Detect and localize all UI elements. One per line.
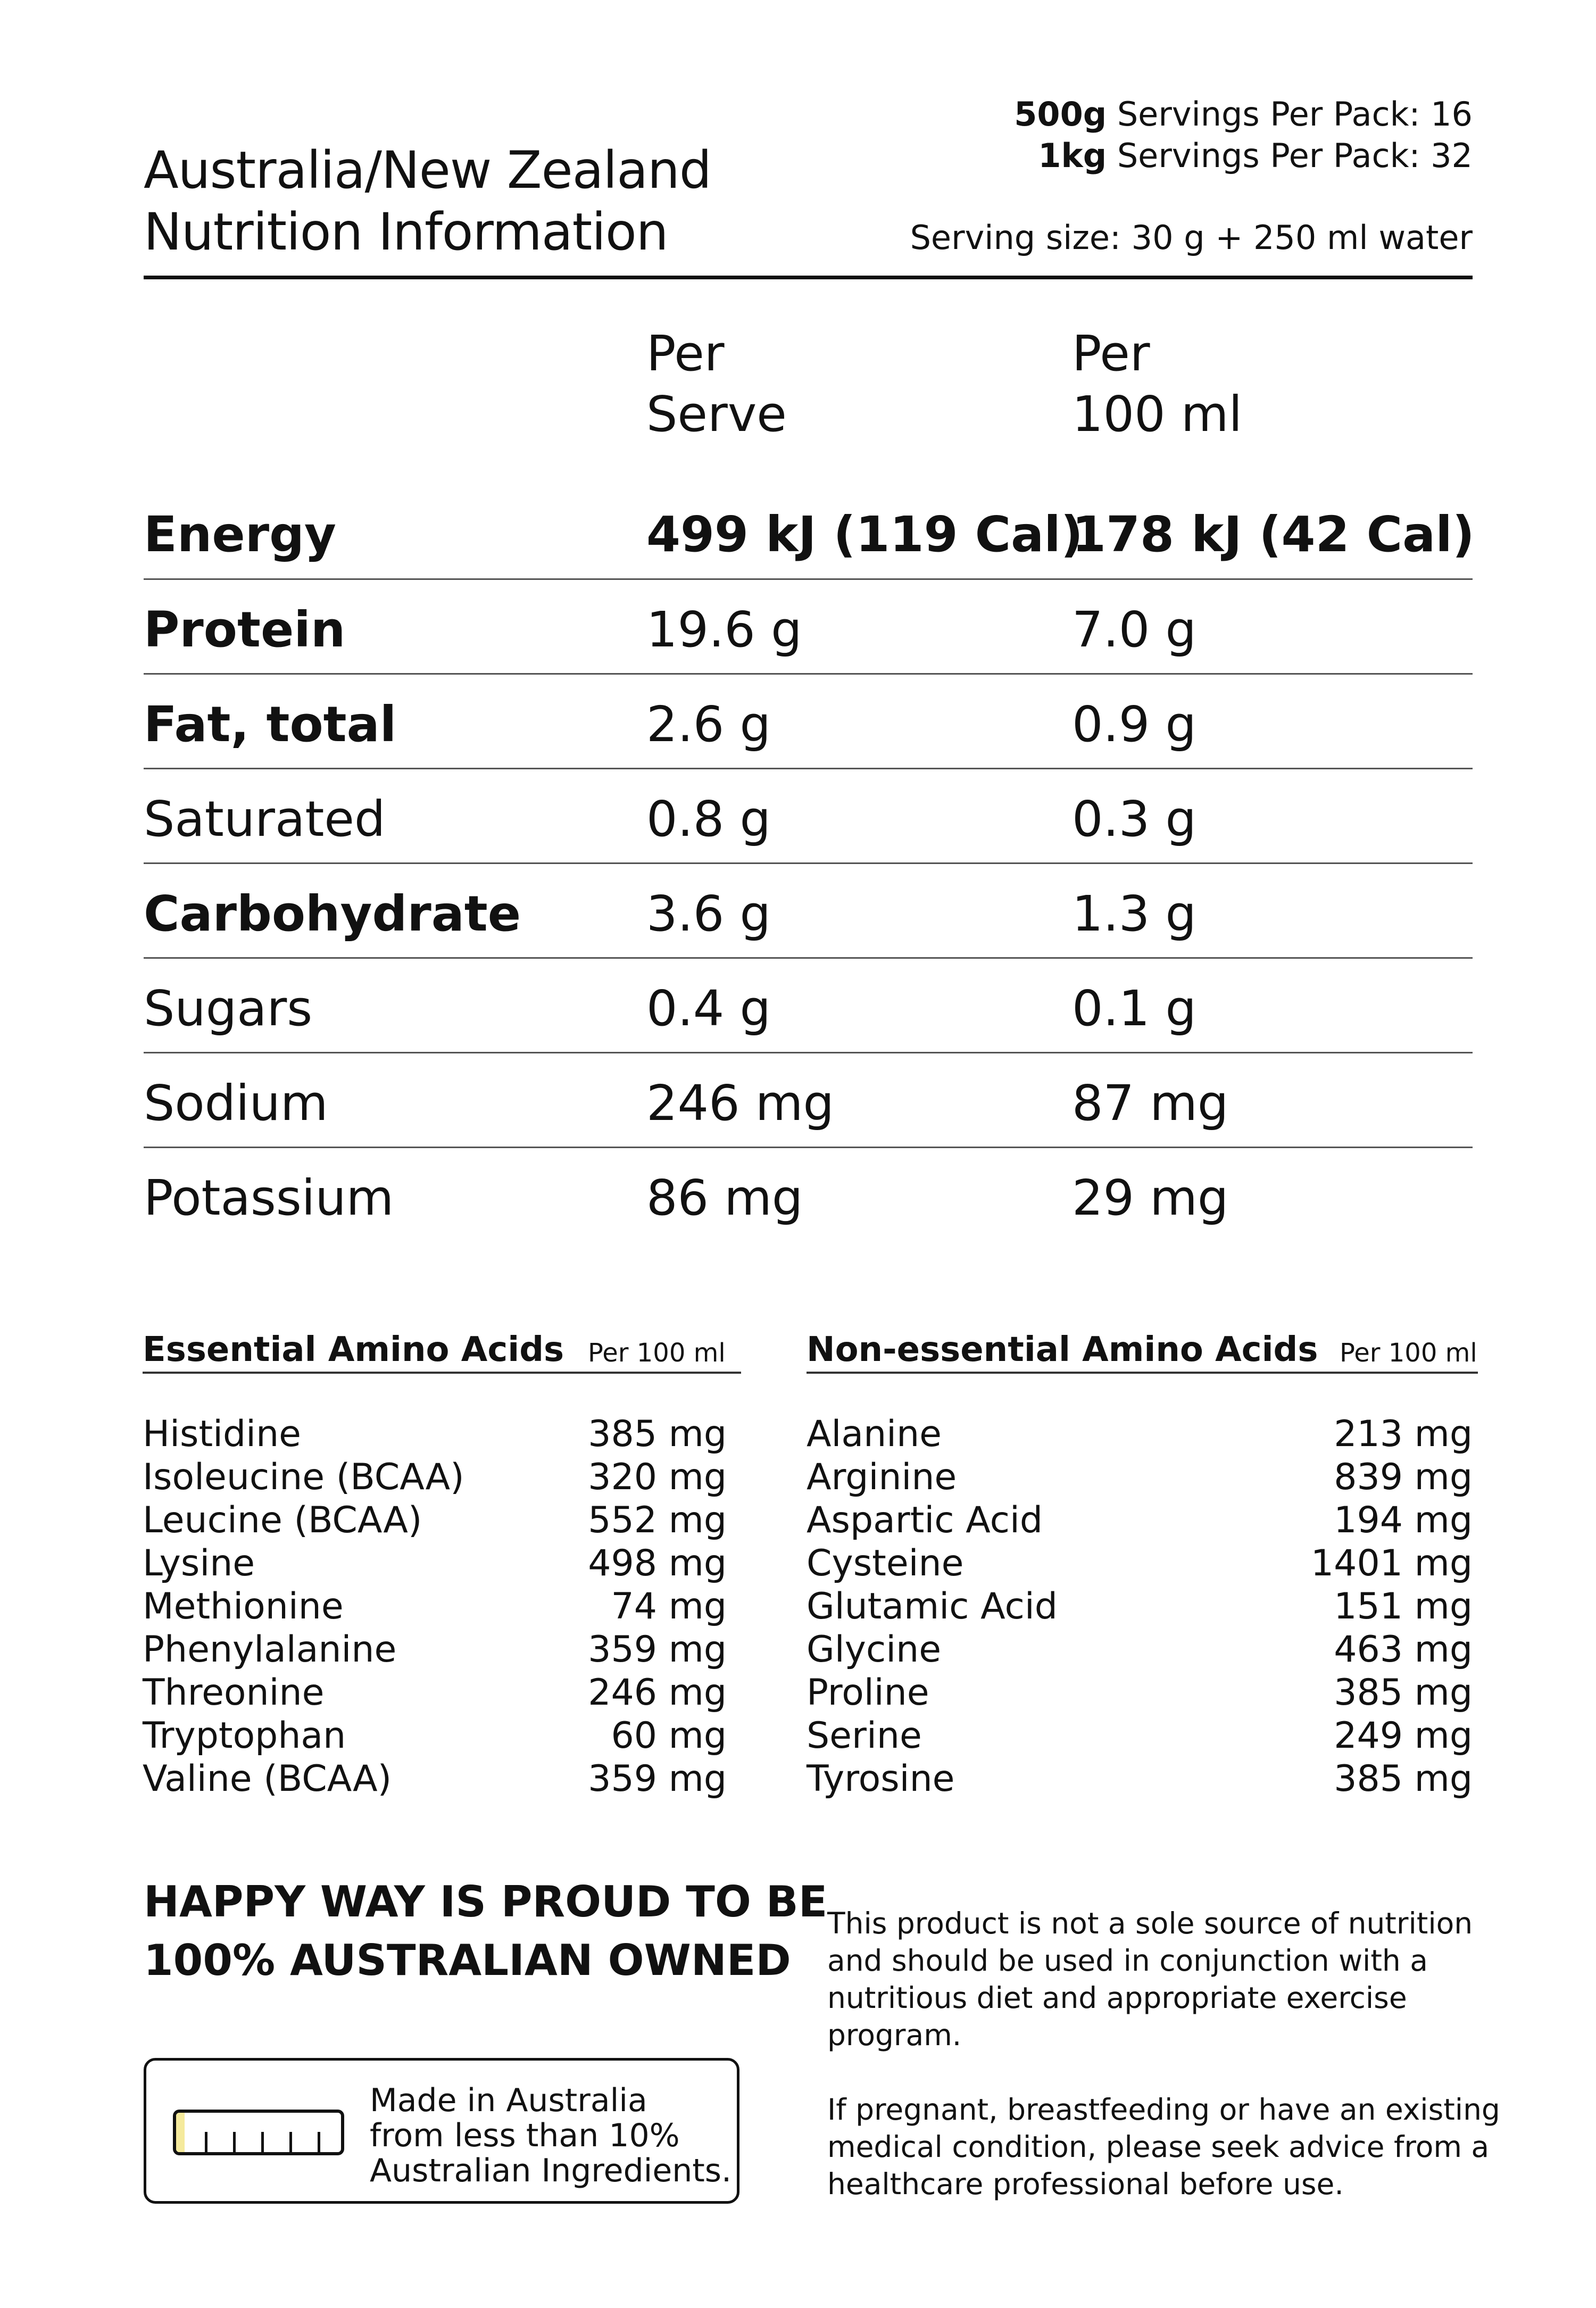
- amino-name: Serine: [807, 1715, 922, 1757]
- amino-name: Threonine: [143, 1672, 325, 1714]
- amino-name: Methionine: [143, 1585, 344, 1628]
- per-serve-value: 3.6 g: [646, 885, 771, 942]
- bar-tick: [261, 2132, 264, 2152]
- servings-per-pack: Servings Per Pack: 32: [1117, 136, 1473, 175]
- col-head-per-serve: [646, 323, 787, 445]
- nutrient-row-energy: [144, 484, 1473, 579]
- per-100ml-value: 0.1 g: [1072, 980, 1196, 1037]
- amino-name: Histidine: [143, 1413, 301, 1455]
- col-head-line: 100 ml: [1072, 386, 1243, 443]
- nutrient-row-potassium: [144, 1148, 1473, 1242]
- per-100ml-value: 87 mg: [1072, 1075, 1229, 1132]
- disclaimer-paragraph-2: [827, 2091, 1500, 2203]
- nonessential-list: [807, 1413, 1473, 1801]
- disclaimer-line: nutritious diet and appropriate exercise: [827, 1981, 1407, 2015]
- essential-list: [143, 1413, 727, 1801]
- nutrient-row-sodium: [144, 1053, 1473, 1148]
- per-100ml-value: 0.3 g: [1072, 791, 1196, 848]
- origin-line: from less than 10%: [370, 2117, 680, 2154]
- nutrient-name: Energy: [144, 506, 336, 563]
- amino-value: 552 mg: [588, 1499, 727, 1541]
- nutrient-name: Potassium: [144, 1169, 394, 1226]
- disclaimer-line: If pregnant, breastfeeding or have an existing: [827, 2093, 1500, 2127]
- amino-value: 385 mg: [1334, 1758, 1473, 1800]
- amino-name: Phenylalanine: [143, 1629, 397, 1671]
- amino-value: 359 mg: [588, 1758, 727, 1800]
- amino-name: Cysteine: [807, 1542, 964, 1584]
- nutrient-name: Fat, total: [144, 696, 397, 753]
- col-head-per-100ml: [1072, 323, 1242, 445]
- nutrient-name: Saturated: [144, 791, 386, 848]
- nutrient-row-sugars: [144, 958, 1473, 1053]
- amino-value: 1401 mg: [1310, 1542, 1473, 1584]
- nutrient-name: Sodium: [144, 1075, 328, 1132]
- col-head-line: Serve: [646, 386, 787, 443]
- amino-value: 74 mg: [611, 1585, 727, 1628]
- per-serve-value: 19.6 g: [646, 601, 802, 658]
- amino-value: 385 mg: [588, 1413, 727, 1455]
- amino-name: Arginine: [807, 1456, 957, 1498]
- amino-name: Aspartic Acid: [807, 1499, 1043, 1541]
- amino-value: 249 mg: [1334, 1715, 1473, 1757]
- essential-heading: Essential Amino Acids: [143, 1330, 564, 1369]
- disclaimer-line: This product is not a sole source of nutrition: [827, 1906, 1473, 1940]
- origin-text: [370, 2083, 732, 2188]
- servings-1kg: [1038, 136, 1473, 175]
- amino-name: Lysine: [143, 1542, 255, 1584]
- amino-value: 213 mg: [1334, 1413, 1473, 1455]
- nutrient-row-fat: [144, 674, 1473, 769]
- amino-value: 151 mg: [1334, 1585, 1473, 1628]
- amino-name: Leucine (BCAA): [143, 1499, 422, 1541]
- amino-name: Proline: [807, 1672, 929, 1714]
- country-of-origin-label: [144, 2058, 739, 2204]
- amino-value: 60 mg: [611, 1715, 727, 1757]
- serving-size: Serving size: 30 g + 250 ml water: [910, 218, 1473, 257]
- origin-line: Made in Australia: [370, 2082, 647, 2119]
- title-line-1: Australia/New Zealand: [144, 140, 711, 200]
- amino-value: 839 mg: [1334, 1456, 1473, 1498]
- amino-value: 320 mg: [588, 1456, 727, 1498]
- nutrient-name: Protein: [144, 601, 346, 658]
- amino-name: Tryptophan: [143, 1715, 346, 1757]
- nonessential-heading: Non-essential Amino Acids: [807, 1330, 1318, 1369]
- amino-name: Tyrosine: [807, 1758, 955, 1800]
- pack-size: 1kg: [1038, 136, 1107, 175]
- essential-sub: Per 100 ml: [588, 1338, 726, 1368]
- per-serve-value: 0.8 g: [646, 791, 771, 848]
- amino-name: Alanine: [807, 1413, 942, 1455]
- bar-tick: [318, 2132, 320, 2152]
- nutrient-name: Carbohydrate: [144, 885, 521, 942]
- servings-500g: [1014, 95, 1473, 134]
- per-100ml-value: 0.9 g: [1072, 696, 1196, 753]
- amino-name: Glutamic Acid: [807, 1585, 1058, 1628]
- owned-line: HAPPY WAY IS PROUD TO BE: [144, 1877, 828, 1927]
- bar-tick: [205, 2132, 207, 2152]
- essential-underline: [143, 1372, 741, 1374]
- bar-tick: [233, 2132, 236, 2152]
- origin-line: Australian Ingredients.: [370, 2152, 732, 2189]
- disclaimer-paragraph-1: [827, 1905, 1473, 2054]
- nutrient-row-carbohydrate: [144, 864, 1473, 958]
- bar-fill: [176, 2113, 185, 2152]
- amino-value: 194 mg: [1334, 1499, 1473, 1541]
- col-head-line: Per: [646, 325, 725, 382]
- bar-tick: [289, 2132, 292, 2152]
- amino-value: 463 mg: [1334, 1629, 1473, 1671]
- australian-owned-statement: [144, 1873, 827, 1990]
- nutrient-name: Sugars: [144, 980, 313, 1037]
- per-100ml-value: 7.0 g: [1072, 601, 1196, 658]
- amino-value: 246 mg: [588, 1672, 727, 1714]
- per-serve-value: 499 kJ (119 Cal): [646, 506, 1083, 563]
- per-100ml-value: 178 kJ (42 Cal): [1072, 506, 1475, 563]
- disclaimer-line: medical condition, please seek advice from a: [827, 2130, 1490, 2164]
- title-line-2: Nutrition Information: [144, 202, 668, 262]
- owned-line: 100% AUSTRALIAN OWNED: [144, 1936, 791, 1985]
- servings-per-pack: Servings Per Pack: 16: [1117, 95, 1473, 134]
- nonessential-underline: [807, 1372, 1478, 1374]
- pack-size: 500g: [1014, 95, 1107, 134]
- per-serve-value: 0.4 g: [646, 980, 771, 1037]
- disclaimer-line: program.: [827, 2018, 962, 2052]
- per-serve-value: 86 mg: [646, 1169, 803, 1226]
- col-head-line: Per: [1072, 325, 1150, 382]
- disclaimer-line: and should be used in conjunction with a: [827, 1944, 1428, 1978]
- nutrient-row-protein: [144, 579, 1473, 674]
- per-100ml-value: 1.3 g: [1072, 885, 1196, 942]
- per-serve-value: 2.6 g: [646, 696, 771, 753]
- title-divider: [144, 276, 1473, 279]
- amino-name: Valine (BCAA): [143, 1758, 392, 1800]
- panel-title: [144, 139, 711, 263]
- amino-value: 385 mg: [1334, 1672, 1473, 1714]
- disclaimer-line: healthcare professional before use.: [827, 2167, 1344, 2201]
- nonessential-sub: Per 100 ml: [1340, 1338, 1477, 1368]
- amino-name: Isoleucine (BCAA): [143, 1456, 464, 1498]
- per-100ml-value: 29 mg: [1072, 1169, 1229, 1226]
- nutrient-row-saturated: [144, 769, 1473, 864]
- amino-value: 498 mg: [588, 1542, 727, 1584]
- australian-ingredients-bar-icon: [173, 2110, 344, 2155]
- per-serve-value: 246 mg: [646, 1075, 834, 1132]
- amino-name: Glycine: [807, 1629, 942, 1671]
- amino-value: 359 mg: [588, 1629, 727, 1671]
